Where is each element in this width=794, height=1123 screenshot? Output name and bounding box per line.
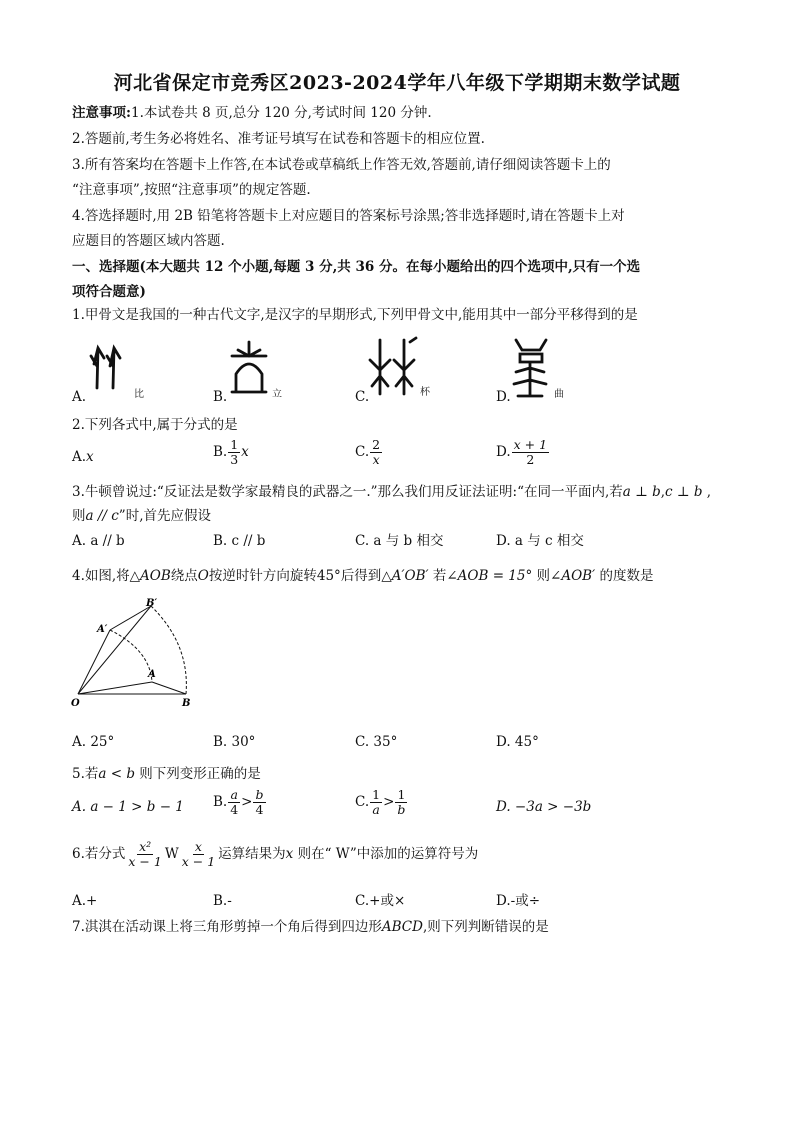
q1-option-a-char: 比 (134, 389, 144, 400)
q4-stem-2: 绕点 (170, 568, 198, 584)
q2-b-tail: x (241, 444, 249, 460)
segment-A1B1 (110, 606, 151, 630)
q5-stem (72, 765, 261, 783)
label-B: B (182, 698, 191, 709)
label-A: A (148, 669, 156, 680)
q1-option-b-char: 立 (272, 389, 282, 400)
q5-b-den-1: 4 (230, 802, 239, 817)
q7-stem-1: 7.淇淇在活动课上将三角形剪掉一个角后得到四边形 (72, 919, 382, 935)
section-heading-2: 项符合题意) (72, 284, 146, 300)
q2-b-letter: B. (213, 444, 228, 460)
q6-stem-3: 则在“ W”中添加的运算符号为 (293, 846, 479, 862)
q4-stem-6: 则 (532, 568, 551, 584)
q2-d-num: x + 1 (513, 437, 548, 452)
q5-cond: a < b (98, 766, 135, 782)
q4-point: O (197, 568, 209, 584)
q4-tri-2: △A′OB′ (381, 568, 429, 584)
q1-stem: 1.甲骨文是我国的一种古代文字,是汉字的早期形式,下列甲骨文中,能用其中一部分平移得到的是 (72, 307, 638, 323)
q5-stem-1: 5.若 (72, 766, 99, 782)
q6-option-b: B.- (213, 893, 232, 909)
q4-given: ∠AOB = 15° (446, 568, 533, 584)
q4-stem-4: 后得到 (340, 568, 382, 584)
q6-f1-den: x − 1 (128, 854, 162, 869)
q5-option-b (213, 788, 267, 817)
q2-option-c (355, 438, 383, 467)
q3-conclusion: a // c (85, 508, 119, 524)
q5-b-gt: > (241, 794, 253, 810)
q5-c-num-2: 1 (397, 787, 406, 802)
notes-text-1: 1.本试卷共 8 页,总分 120 分,考试时间 120 分钟. (130, 105, 432, 121)
oracle-qu-icon (508, 334, 554, 400)
q4-option-b: B. 30° (213, 734, 256, 750)
oracle-bi-icon (88, 336, 133, 396)
q2-stem: 2.下列各式中,属于分式的是 (72, 417, 238, 433)
q4-stem-3: 按逆时针方向旋转 (208, 568, 317, 584)
q4-tri-1: △AOB (129, 568, 171, 584)
q2-d-den: 2 (526, 452, 535, 467)
label-B1: B′ (146, 598, 158, 609)
q2-c-letter: C. (355, 444, 370, 460)
q2-b-den: 3 (230, 452, 239, 467)
page-title: 河北省保定市竞秀区2023-2024学年八年级下学期期末数学试题 (113, 72, 681, 94)
q3-stem-line-2 (72, 507, 211, 525)
q6-f2-den: x − 1 (181, 854, 216, 869)
section-heading-1: 一、选择题(本大题共 12 个小题,每题 3 分,共 36 分。在每小题给出的四个选项中,只有一个选 (72, 259, 641, 275)
q1-option-c-letter: C. (355, 389, 370, 405)
notes-line-3a: 3.所有答案均在答题卡上作答,在本试卷或草稿纸上作答无效,答题前,请仔细阅读答题卡上的 (72, 157, 611, 173)
q5-stem-2: 则下列变形正确的是 (134, 766, 261, 782)
q4-rotation-diagram (66, 594, 206, 714)
q4-option-d: D. 45° (496, 734, 539, 750)
q1-option-c-char: 杯 (420, 387, 430, 398)
q3-cond-1: a ⊥ b (622, 484, 661, 500)
q3-comma: , (660, 484, 666, 500)
q6-option-a: A.+ (72, 893, 98, 909)
q5-option-c (355, 788, 408, 817)
q2-a-letter: A. (72, 449, 87, 465)
q5-c-den-1: a (372, 802, 380, 817)
q3-comma-2: , (702, 484, 712, 500)
q6-w: W (164, 846, 179, 862)
notes-line-1 (72, 104, 432, 122)
q3-stem-b1: 则 (72, 508, 86, 524)
q5-option-d: D. −3a > −3b (496, 799, 592, 815)
q5-b-letter: B. (213, 794, 228, 810)
q3-option-b: B. c // b (213, 533, 266, 549)
q6-f2-num: x (194, 839, 202, 854)
q1-option-a-letter: A. (72, 389, 87, 405)
q5-c-num-1: 1 (372, 787, 381, 802)
q6-x: x (285, 846, 294, 862)
q5-option-a: A. a − 1 > b − 1 (72, 799, 184, 815)
q5-c-gt: > (383, 794, 395, 810)
segment-OB1 (78, 606, 151, 694)
q2-option-b (213, 438, 249, 467)
notes-line-4b: 应题目的答题区域内答题. (72, 233, 225, 249)
q5-b-num-2: b (255, 787, 264, 802)
q2-b-num: 1 (230, 437, 239, 452)
q2-c-num: 2 (372, 437, 381, 452)
q2-option-d (496, 438, 550, 467)
q4-option-a: A. 25° (72, 734, 115, 750)
q4-option-c: C. 35° (355, 734, 398, 750)
q1-option-d-char: 曲 (554, 389, 564, 400)
q4-stem-5: 若 (428, 568, 447, 584)
label-A1: A′ (97, 624, 108, 635)
q6-option-c: C.+或× (355, 893, 406, 909)
q1-option-d-letter: D. (496, 389, 511, 405)
notes-line-3b: “注意事项”,按照“注意事项”的规定答题. (72, 182, 311, 198)
q4-stem-1: 4.如图,将 (72, 568, 130, 584)
q5-b-num-1: a (230, 787, 238, 802)
arc-AA1 (110, 630, 152, 682)
q3-stem-b2: ”时,首先应假设 (118, 508, 211, 524)
q3-option-a: A. a // b (72, 533, 125, 549)
q2-a-expr: x (86, 449, 94, 465)
q3-option-c: C. a 与 b 相交 (355, 533, 444, 549)
q1-option-b-letter: B. (213, 389, 228, 405)
q4-stem (72, 567, 653, 585)
q2-option-a (72, 448, 94, 466)
arc-BB1 (151, 606, 186, 694)
notes-line-4a: 4.答选择题时,用 2B 铅笔将答题卡上对应题目的答案标号涂黑;答非选择题时,请在答题卡上对 (72, 208, 625, 224)
q2-c-den: x (372, 452, 380, 467)
q3-stem-a: 3.牛顿曾说过:“反证法是数学家最精良的武器之一.”那么我们用反证法证明:“在同一平面内,若 (72, 484, 623, 500)
notes-line-2: 2.答题前,考生务必将姓名、准考证号填写在试卷和答题卡的相应位置. (72, 131, 485, 147)
q3-option-d: D. a 与 c 相交 (496, 533, 584, 549)
q2-d-letter: D. (496, 444, 511, 460)
segment-OA (78, 682, 152, 694)
q7-stem (72, 918, 549, 936)
segment-AB (152, 682, 186, 694)
q4-stem-7: 的度数是 (595, 568, 654, 584)
segment-OA1 (78, 630, 110, 694)
q5-c-letter: C. (355, 794, 370, 810)
q7-stem-2: ,则下列判断错误的是 (422, 919, 549, 935)
q3-cond-2: c ⊥ b (665, 484, 703, 500)
q5-b-den-2: 4 (255, 802, 264, 817)
oracle-li-icon (224, 336, 274, 398)
q7-quad: ABCD (381, 919, 423, 935)
q6-stem-2: 运算结果为 (218, 846, 286, 862)
q6-stem-1: 6.若分式 (72, 846, 126, 862)
oracle-bei-icon (366, 334, 420, 400)
q6-stem (72, 840, 478, 869)
label-O: O (71, 698, 80, 709)
q5-c-den-2: b (397, 802, 406, 817)
notes-label: 注意事项: (72, 105, 131, 121)
q6-f1-num: x² (139, 839, 152, 854)
q6-option-d: D.-或÷ (496, 893, 541, 909)
q3-stem-line-1 (72, 483, 711, 501)
q4-ask: ∠AOB′ (550, 568, 596, 584)
q4-angle: 45° (316, 568, 341, 584)
